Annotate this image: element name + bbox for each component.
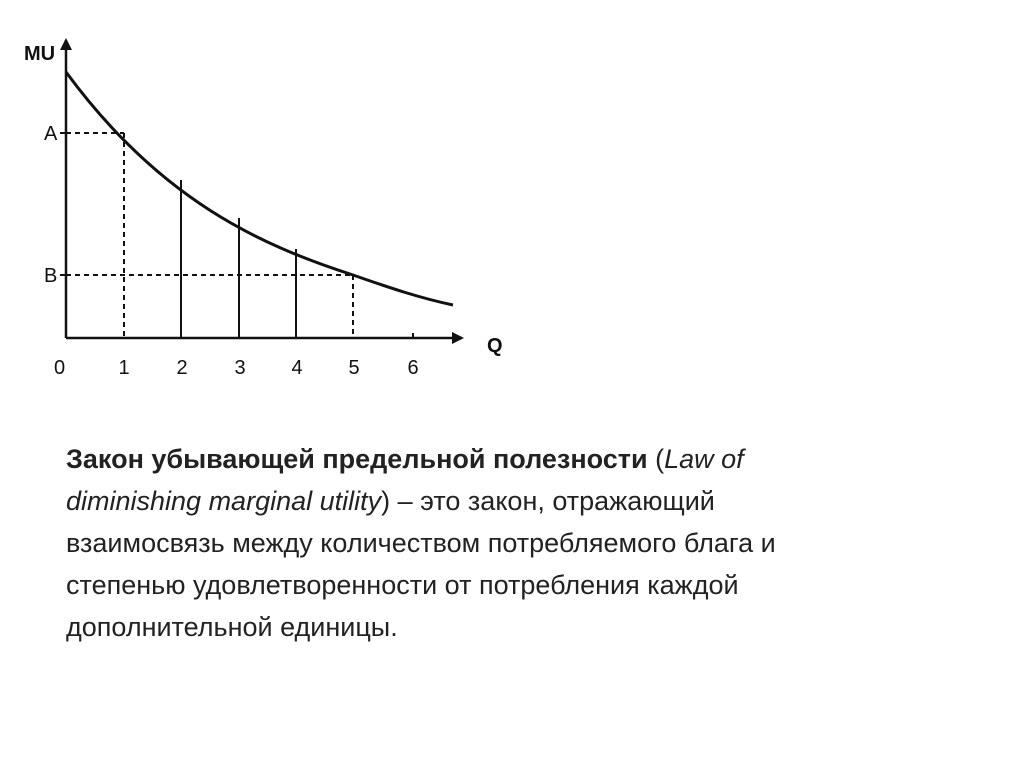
definition-body: – это закон, отражающий взаимосвязь между количеством потребляемого блага и степенью удовлетворенности от потребления каждой дополнительной единицы.	[66, 486, 776, 642]
definition-open-paren: (	[647, 444, 665, 474]
origin-label: 0	[54, 357, 66, 379]
x-tick-label-6: 6	[407, 357, 419, 379]
x-tick-label-3: 3	[234, 357, 246, 379]
y-tick-label-a: A	[44, 123, 58, 145]
definition-term: Закон убывающей предельной полезности	[66, 444, 648, 474]
x-tick-label-4: 4	[291, 357, 303, 379]
x-tick-label-5: 5	[348, 357, 360, 379]
y-axis-label: MU	[24, 43, 56, 65]
definition-paragraph	[66, 438, 866, 648]
definition-term-english: Law of diminishing marginal utility	[66, 444, 744, 516]
x-tick-label-1: 1	[118, 357, 130, 379]
definition-close-paren: )	[381, 486, 391, 516]
x-axis-label: Q	[487, 335, 503, 357]
x-tick-label-2: 2	[176, 357, 188, 379]
y-tick-label-b: B	[44, 265, 58, 287]
